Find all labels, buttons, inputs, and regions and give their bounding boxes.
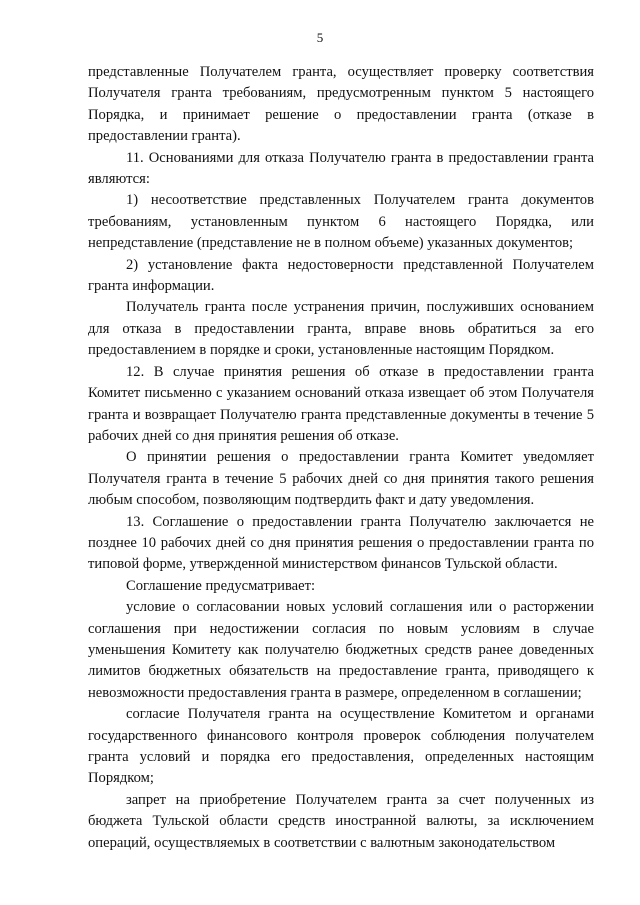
paragraph-agreement-condition: условие о согласовании новых условий соглашения или о расторжении соглашения при недостижении согласия по новым условиям в случае уменьшения Комитету как получателю бюджетных средств ранее доведенных лимитов бюджетных обязательств на предоставление гранта, приводящего к невозможности предоставления гранта в размере, определенном в соглашении; <box>88 599 594 701</box>
document-body <box>88 62 594 854</box>
paragraph-item-1: 1) несоответствие представленных Получателем гранта документов требованиям, установленным пунктом 6 настоящего Порядка, или непредставление (представление не в полном объеме) указанных документов; <box>88 192 594 252</box>
paragraph-item-2: 2) установление факта недостоверности представленной Получателем гранта информации. <box>88 256 594 295</box>
paragraph-clause-12: 12. В случае принятия решения об отказе в предоставлении гранта Комитет письменно с указанием оснований отказа извещает об этом Получателя гранта и возвращает Получателю гранта представленные документы в течение 5 рабочих дней со дня принятия решения об отказе. <box>88 363 594 444</box>
paragraph-agreement-consent: согласие Получателя гранта на осуществление Комитетом и органами государственного финансового контроля проверок соблюдения получателем гранта условий и порядка его предоставления, определенных настоящим Порядком; <box>88 706 594 787</box>
paragraph-clause-11: 11. Основаниями для отказа Получателю гранта в предоставлении гранта являются: <box>88 149 594 188</box>
paragraph-continuation: представленные Получателем гранта, осуществляет проверку соответствия Получателя гранта требованиям, предусмотренным пунктом 5 настоящего Порядка, и принимает решение о предоставлении гранта (отказе в предоставлении гранта). <box>88 64 594 145</box>
paragraph-clause-13: 13. Соглашение о предоставлении гранта Получателю заключается не позднее 10 рабочих дней со дня принятия решения о предоставлении гранта по типовой форме, утвержденной министерством финансов Тульской области. <box>88 513 594 573</box>
paragraph-notification: О принятии решения о предоставлении гранта Комитет уведомляет Получателя гранта в течение 5 рабочих дней со дня принятия такого решения любым способом, позволяющим подтвердить факт и дату уведомления. <box>88 449 594 509</box>
paragraph-agreement-prohibition: запрет на приобретение Получателем гранта за счет полученных из бюджета Тульской области средств иностранной валюты, за исключением операций, осуществляемых в соответствии с валютным законодательством <box>88 791 594 851</box>
page-number: 5 <box>316 30 324 45</box>
paragraph-agreement-intro: Соглашение предусматривает: <box>126 577 316 594</box>
paragraph-reapply: Получатель гранта после устранения причин, послуживших основанием для отказа в предоставлении гранта, вправе вновь обратиться за его предоставлением в порядке и сроки, установленные настоящим Порядком. <box>88 299 594 359</box>
